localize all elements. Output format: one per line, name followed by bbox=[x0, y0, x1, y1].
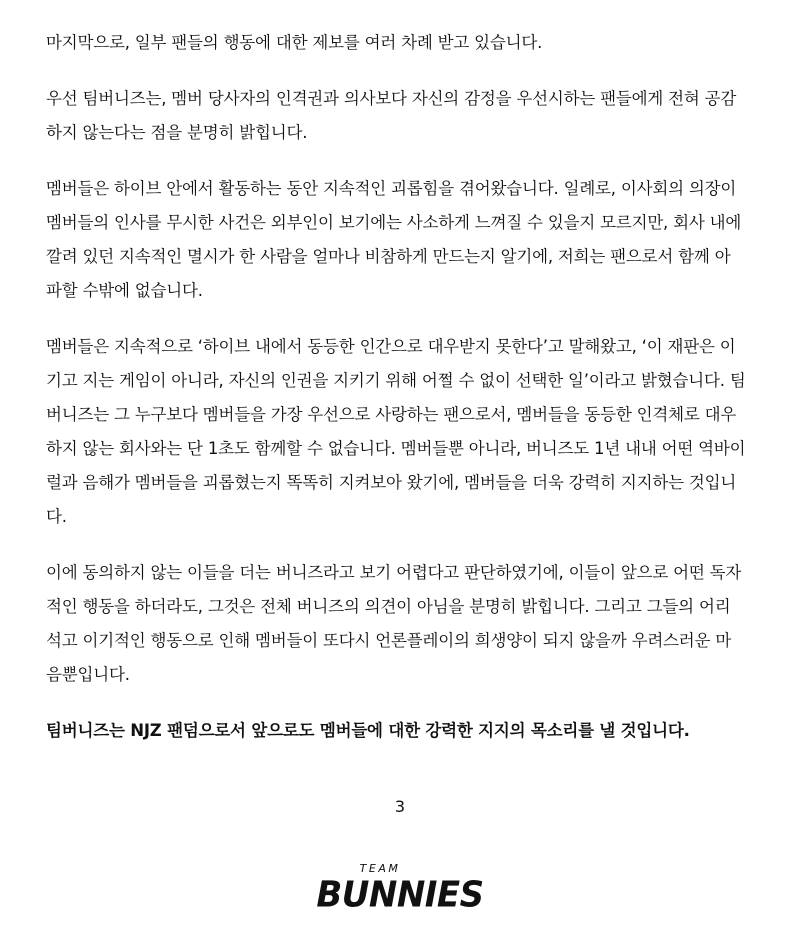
paragraph-line: 멤버들은 하이브 안에서 활동하는 동안 지속적인 괴롭힘을 겪어왔습니다. 일례로, 이사회의 의장이 bbox=[46, 179, 737, 198]
paragraph-line: 멤버들은 지속적으로 ‘하이브 내에서 동등한 인간으로 대우받지 못한다’고 말해왔고, ‘이 재판은 이 bbox=[46, 337, 736, 356]
logo-main-text: BUNNIES bbox=[316, 874, 484, 916]
paragraph-line: 우선 팀버니즈는, 멤버 당사자의 인격권과 의사보다 자신의 감정을 우선시하는 팬들에게 전혀 공감 bbox=[46, 89, 737, 108]
paragraph-line: 하지 않는 회사와는 단 1초도 함께할 수 없습니다. 멤버들뿐 아니라, 버니즈도 1년 내내 어떤 역바이 bbox=[46, 439, 746, 458]
paragraph-line: 석고 이기적인 행동으로 인해 멤버들이 또다시 언론플레이의 희생양이 되지 않을까 우려스러운 마 bbox=[46, 631, 732, 650]
paragraph-closing-statement bbox=[46, 714, 758, 748]
paragraph-line: 이에 동의하지 않는 이들을 더는 버니즈라고 보기 어렵다고 판단하였기에, 이들이 앞으로 어떤 독자 bbox=[46, 563, 742, 582]
paragraph-line: 버니즈는 그 누구보다 멤버들을 가장 우선으로 사랑하는 팬으로서, 멤버들을 동등한 인격체로 대우 bbox=[46, 405, 737, 424]
paragraph-members-statement bbox=[46, 330, 758, 534]
paragraph-line: 럴과 음해가 멤버들을 괴롭혔는지 똑똑히 지켜보아 왔기에, 멤버들을 더욱 강력히 지지하는 것입니 bbox=[46, 473, 737, 492]
paragraph-line: 멤버들의 인사를 무시한 사건은 외부인이 보기에는 사소하게 느껴질 수 있을지 모르지만, 회사 내에 bbox=[46, 213, 742, 232]
paragraph-line: 깔려 있던 지속적인 멸시가 한 사람을 얼마나 비참하게 만드는지 알기에, 저희는 팬으로서 함께 아 bbox=[46, 247, 731, 266]
document-body bbox=[46, 26, 758, 770]
paragraph-reports bbox=[46, 26, 758, 60]
logo-team-text: TEAM bbox=[359, 862, 401, 875]
paragraph-disagreement bbox=[46, 556, 758, 692]
paragraph-line: 팀버니즈는 NJZ 팬덤으로서 앞으로도 멤버들에 대한 강력한 지지의 목소리를 낼 것입니다. bbox=[46, 721, 690, 740]
page-number: 3 bbox=[394, 797, 406, 816]
paragraph-line: 다. bbox=[46, 507, 67, 526]
paragraph-line: 음뿐입니다. bbox=[46, 665, 130, 684]
paragraph-line: 파할 수밖에 없습니다. bbox=[46, 281, 203, 300]
paragraph-harassment bbox=[46, 172, 758, 308]
paragraph-no-sympathy bbox=[46, 82, 758, 150]
paragraph-line: 하지 않는다는 점을 분명히 밝힙니다. bbox=[46, 123, 308, 142]
paragraph-line: 기고 지는 게임이 아니라, 자신의 인권을 지키기 위해 어쩔 수 없이 선택한 일’이라고 밝혔습니다. 팀 bbox=[46, 371, 746, 390]
paragraph-line: 적인 행동을 하더라도, 그것은 전체 버니즈의 의견이 아님을 분명히 밝힙니다. 그리고 그들의 어리 bbox=[46, 597, 731, 616]
team-bunnies-logo bbox=[0, 862, 800, 914]
paragraph-line: 마지막으로, 일부 팬들의 행동에 대한 제보를 여러 차례 받고 있습니다. bbox=[46, 33, 543, 52]
